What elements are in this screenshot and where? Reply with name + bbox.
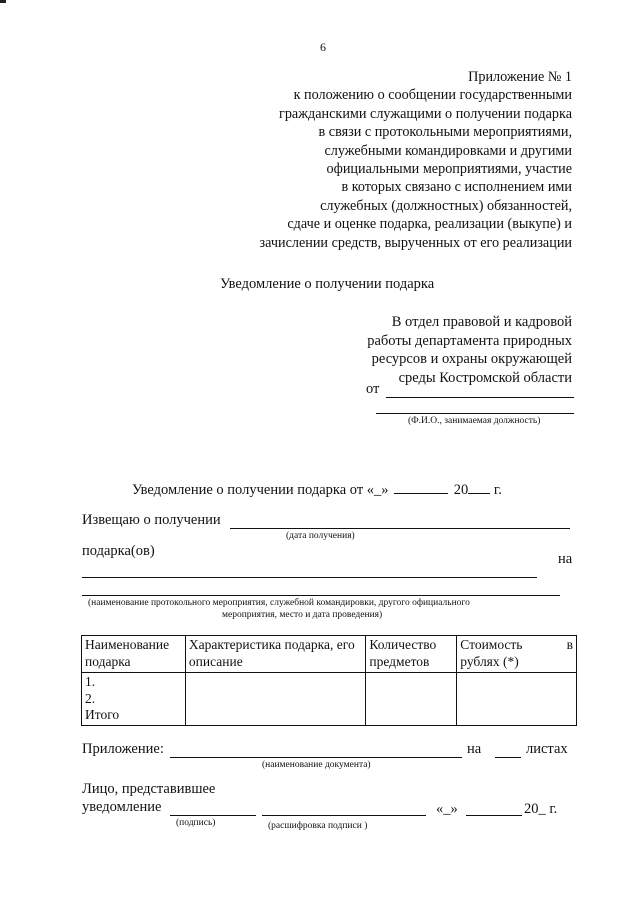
notice-title: [132, 482, 502, 499]
cost-header-word: Стоимость: [460, 637, 523, 652]
on-label: на: [558, 551, 573, 567]
quantity-cell[interactable]: [366, 673, 457, 726]
signer-label-line2: уведомление: [82, 799, 162, 815]
appendix-line: зачислении средств, вырученных от его реализации: [259, 234, 572, 251]
event-caption-line2: мероприятия, место и дата проведения): [222, 610, 383, 620]
document-heading: Уведомление о получении подарка: [220, 276, 435, 292]
from-name-field[interactable]: [386, 397, 574, 398]
signature-caption: (подпись): [176, 818, 216, 828]
appendix-line: служебными командировками и другими: [324, 142, 572, 159]
sheets-count-field[interactable]: [495, 757, 521, 758]
signature-month-field[interactable]: [466, 815, 522, 816]
event-field-1[interactable]: [82, 577, 537, 578]
decode-caption: (расшифровка подписи ): [268, 821, 368, 831]
cost-header-unit: рублях (*): [460, 653, 519, 669]
from-label: от: [366, 381, 380, 397]
appendix-line: Приложение № 1: [468, 69, 572, 85]
attachment-on-label: на: [467, 741, 482, 757]
signature-year: 20_ г.: [524, 801, 558, 817]
appendix-line: служебных (должностных) обязанностей,: [320, 197, 572, 214]
addressee-block: [367, 313, 572, 387]
appendix-line: гражданскими служащими о получении подарка: [279, 105, 572, 122]
sheets-label: листах: [526, 741, 568, 757]
table-row: [82, 673, 577, 726]
date-caption: (дата получения): [286, 531, 355, 541]
position-field[interactable]: [376, 413, 574, 414]
appendix-line: в которых связано с исполнением ими: [341, 179, 572, 196]
notice-year-suffix: г.: [493, 482, 502, 498]
scan-mark: [0, 0, 6, 3]
header-quantity: Количество предметов: [366, 636, 457, 673]
attachment-doc-field[interactable]: [170, 757, 462, 758]
row-label: 1.: [85, 674, 96, 689]
notice-year-field[interactable]: [468, 493, 490, 494]
page-number: 6: [320, 40, 326, 54]
header-gift-name: Наименование подарка: [82, 636, 186, 673]
fio-caption: (Ф.И.О., занимаемая должность): [408, 416, 541, 426]
addressee-line: работы департамента природных: [367, 332, 572, 349]
signature-decode-field[interactable]: [262, 815, 426, 816]
gifts-table: [81, 635, 577, 726]
signer-label-line1: Лицо, представившее: [82, 781, 216, 797]
notice-month-field[interactable]: [394, 493, 448, 494]
document-caption: (наименование документа): [262, 760, 371, 770]
row-labels-cell: [82, 673, 186, 726]
appendix-line: в связи с протокольными мероприятиями,: [318, 124, 572, 141]
appendix-line: к положению о сообщении государственными: [293, 87, 572, 104]
row-label: Итого: [85, 707, 120, 722]
header-gift-description: Характеристика подарка, его описание: [185, 636, 365, 673]
cost-header-top: [460, 637, 573, 654]
event-field-2[interactable]: [82, 595, 560, 596]
event-caption-line1: (наименование протокольного мероприятия, служебной командировки, другого официального: [88, 598, 470, 608]
appendix-line: официальными мероприятиями, участие: [326, 161, 572, 178]
addressee-line: среды Костромской области: [398, 369, 572, 386]
cost-cell[interactable]: [457, 673, 577, 726]
gifts-label: подарка(ов): [82, 543, 155, 559]
header-cost: [457, 636, 577, 673]
notice-year-prefix: 20: [453, 482, 469, 498]
addressee-line: ресурсов и охраны окружающей: [371, 351, 572, 367]
receipt-label: Извещаю о получении: [82, 512, 221, 528]
notice-title-prefix: Уведомление о получении подарка от «_»: [132, 482, 389, 498]
receipt-date-field[interactable]: [230, 528, 570, 529]
signature-field[interactable]: [170, 815, 256, 816]
appendix-line: сдаче и оценке подарка, реализации (выкупе) и: [287, 216, 572, 233]
appendix-block: [260, 68, 572, 252]
description-cell[interactable]: [185, 673, 365, 726]
addressee-line: В отдел правовой и кадровой: [391, 314, 572, 330]
row-label: 2.: [85, 690, 96, 706]
table-header-row: [82, 636, 577, 673]
cost-header-preposition: в: [566, 637, 573, 652]
signature-date-day: «_»: [436, 801, 458, 817]
attachment-label: Приложение:: [82, 741, 164, 757]
